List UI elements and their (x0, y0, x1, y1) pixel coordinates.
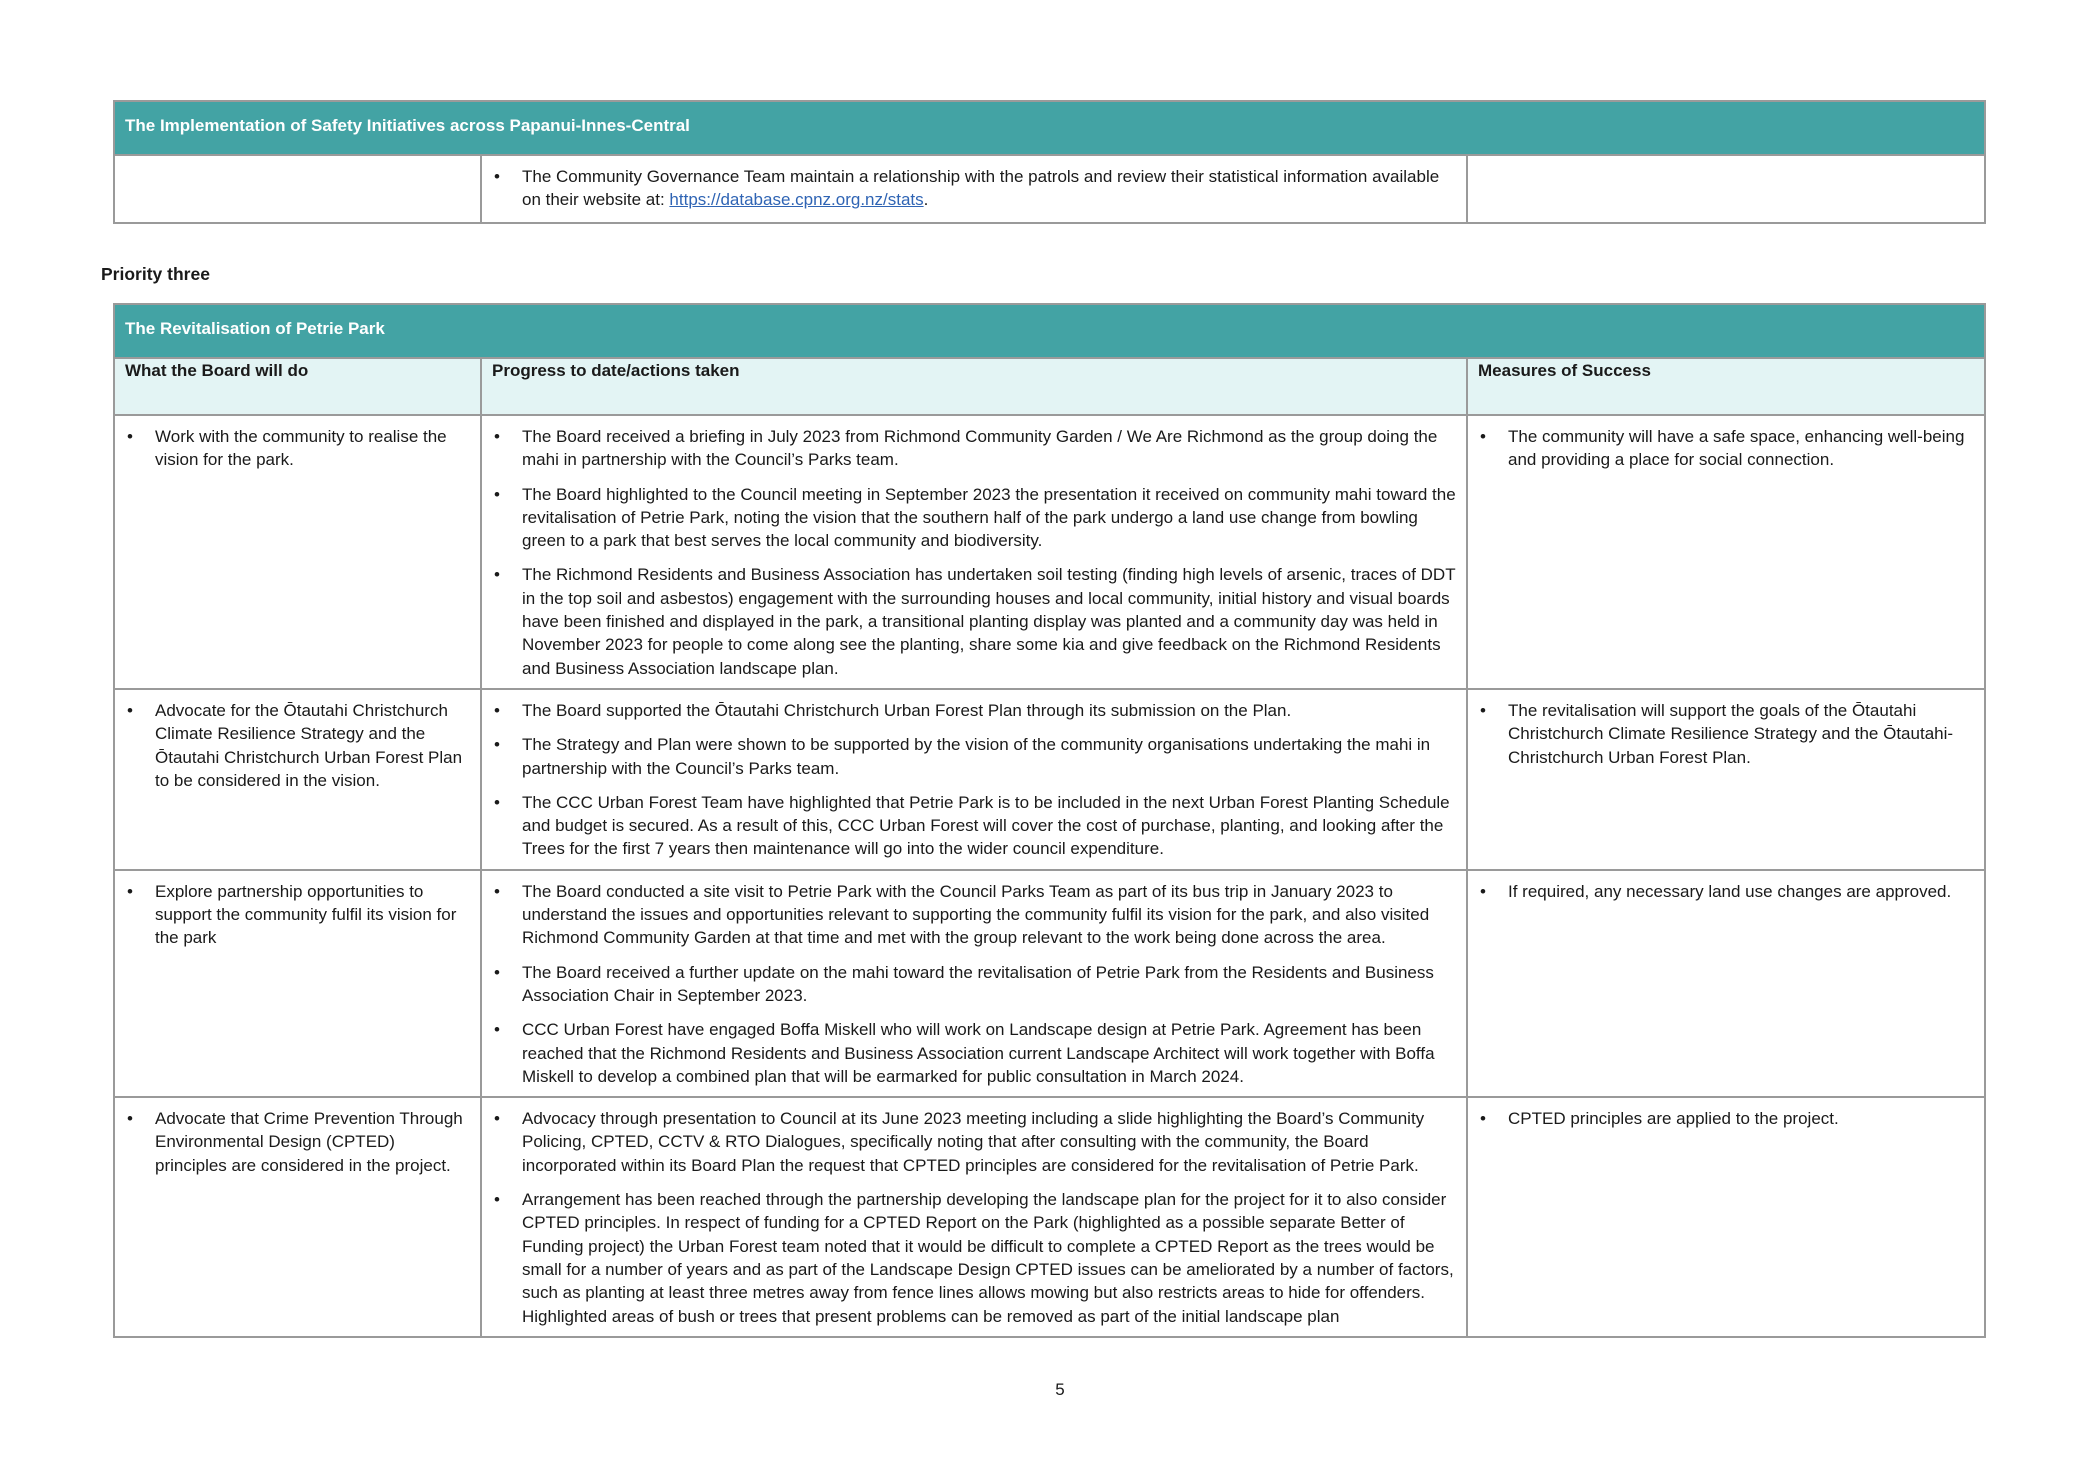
measures-cell (1467, 870, 1985, 1097)
board-cell (114, 689, 481, 870)
petrie-park-table (113, 303, 1986, 1338)
table-row (114, 870, 1985, 1097)
progress-cell (481, 870, 1467, 1097)
list-item: • The Board supported the Ōtautahi Christchurch Urban Forest Plan through its submission on the Plan. (482, 699, 1462, 722)
priority-heading: Priority three (101, 264, 210, 284)
column-header-progress: Progress to date/actions taken (481, 358, 1467, 415)
table-title-row (114, 304, 1985, 358)
board-cell (114, 870, 481, 1097)
list-item: • The Board highlighted to the Council meeting in September 2023 the presentation it received on community mahi toward the revitalisation of Petrie Park, noting the vision that the southern half of the park undergo a land use change from bowling green to a park that best serves the local community and biodiversity. (482, 483, 1462, 553)
list-item: • The Strategy and Plan were shown to be supported by the vision of the community organisations undertaking the mahi in partnership with the Council’s Parks team. (482, 733, 1462, 780)
progress-cell (481, 1097, 1467, 1337)
list-item: • The CCC Urban Forest Team have highlighted that Petrie Park is to be included in the next Urban Forest Planting Schedule and budget is secured. As a result of this, CCC Urban Forest will cover the cost of purchase, planting, and looking after the Trees for the first 7 years then maintenance will go into the wider council expenditure. (482, 791, 1462, 861)
table-title: The Implementation of Safety Initiatives across Papanui-Innes-Central (114, 101, 1985, 155)
safety-initiatives-table (113, 100, 1986, 224)
list-item: • The Board conducted a site visit to Petrie Park with the Council Parks Team as part of its bus trip in January 2023 to understand the issues and opportunities relevant to supporting the community fulfil its vision for the park, and also visited Richmond Community Garden at that time and met with the group relevant to the work being done across the area. (482, 880, 1462, 950)
measures-cell (1467, 415, 1985, 689)
board-cell (114, 1097, 481, 1337)
list-item: • CPTED principles are applied to the project. (1468, 1107, 1980, 1130)
table-row (114, 155, 1985, 223)
progress-cell (481, 415, 1467, 689)
list-item: • The community will have a safe space, enhancing well-being and providing a place for social connection. (1468, 425, 1980, 472)
list-item: • Arrangement has been reached through the partnership developing the landscape plan for the project for it to also consider CPTED principles. In respect of funding for a CPTED Report on the Park (highlighted as a possible separate Better of Funding project) the Urban Forest team noted that it would be difficult to complete a CPTED Report as the trees would be small for a number of years and as part of the Landscape Design CPTED issues can be ameliorated by a number of factors, such as planting at least three metres away from fence lines allows mowing but also restricts areas to hide for offenders. Highlighted areas of bush or trees that present problems can be removed as part of the initial landscape plan (482, 1188, 1462, 1328)
measures-cell (1467, 155, 1985, 223)
board-cell (114, 155, 481, 223)
cpnz-stats-link[interactable]: https://database.cpnz.org.nz/stats (669, 190, 924, 210)
table-title-row (114, 101, 1985, 155)
list-item: • If required, any necessary land use changes are approved. (1468, 880, 1980, 903)
page-number: 5 (1055, 1380, 1065, 1399)
table-row (114, 1097, 1985, 1337)
list-item: • Advocacy through presentation to Council at its June 2023 meeting including a slide highlighting the Board’s Community Policing, CPTED, CCTV & RTO Dialogues, specifically noting that after consulting with the community, the Board incorporated within its Board Plan the request that CPTED principles are considered for the revitalisation of Petrie Park. (482, 1107, 1462, 1177)
table-row (114, 689, 1985, 870)
table-row (114, 415, 1985, 689)
measures-cell (1467, 689, 1985, 870)
list-item: • Explore partnership opportunities to support the community fulfil its vision for the park (115, 880, 476, 950)
list-item: • CCC Urban Forest have engaged Boffa Miskell who will work on Landscape design at Petrie Park. Agreement has been reached that the Richmond Residents and Business Association current Landscape Architect will work together with Boffa Miskell to develop a combined plan that will be earmarked for public consultation in March 2024. (482, 1018, 1462, 1088)
progress-cell (481, 689, 1467, 870)
column-header-board: What the Board will do (114, 358, 481, 415)
column-header-row (114, 358, 1985, 415)
list-item: • Advocate that Crime Prevention Through Environmental Design (CPTED) principles are considered in the project. (115, 1107, 476, 1177)
board-cell (114, 415, 481, 689)
list-item: • The Board received a briefing in July 2023 from Richmond Community Garden / We Are Richmond as the group doing the mahi in partnership with the Council’s Parks team. (482, 425, 1462, 472)
list-item: • Advocate for the Ōtautahi Christchurch Climate Resilience Strategy and the Ōtautahi Christchurch Urban Forest Plan to be considered in the vision. (115, 699, 476, 792)
table-title: The Revitalisation of Petrie Park (114, 304, 1985, 358)
measures-cell (1467, 1097, 1985, 1337)
list-item: • Work with the community to realise the vision for the park. (115, 425, 476, 472)
list-item: • The revitalisation will support the goals of the Ōtautahi Christchurch Climate Resilience Strategy and the Ōtautahi-Christchurch Urban Forest Plan. (1468, 699, 1980, 769)
list-item: • The Richmond Residents and Business Association has undertaken soil testing (finding high levels of arsenic, traces of DDT in the top soil and asbestos) engagement with the surrounding houses and local community, initial history and visual boards have been finished and displayed in the park, a transitional planting display was planted and a community day was held in November 2023 for people to come along see the planting, share some kia and give feedback on the Richmond Residents and Business Association landscape plan. (482, 563, 1462, 679)
progress-cell (481, 155, 1467, 223)
list-item: • The Community Governance Team maintain a relationship with the patrols and review their statistical information available on their website at: https://database.cpnz.org.nz/stats. (482, 165, 1462, 212)
column-header-measures: Measures of Success (1467, 358, 1985, 415)
list-item: • The Board received a further update on the mahi toward the revitalisation of Petrie Park from the Residents and Business Association Chair in September 2023. (482, 961, 1462, 1008)
